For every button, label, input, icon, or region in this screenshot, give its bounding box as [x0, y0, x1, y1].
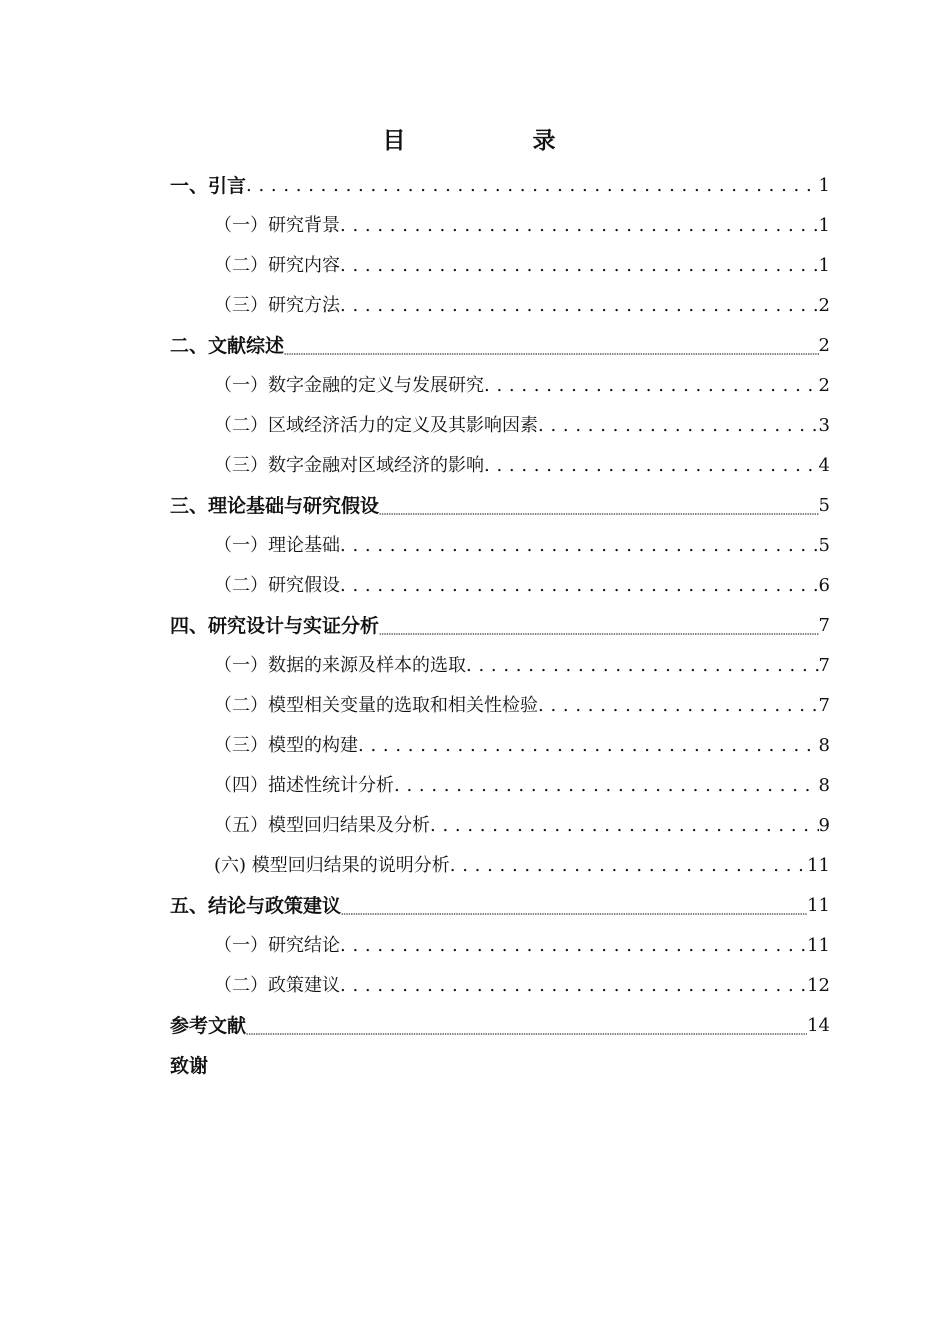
toc-entry[interactable]: [170, 846, 830, 886]
toc-entry-page: 14: [807, 1015, 830, 1036]
toc-entry-label: (六) 模型回归结果的说明分析: [214, 855, 450, 876]
toc-entry-page: 4: [818, 455, 830, 476]
toc-entry[interactable]: [170, 886, 830, 926]
toc-entry-page: 7: [818, 695, 830, 716]
toc-entry-leader: [538, 686, 819, 726]
toc-entry-label: 五、结论与政策建议: [170, 895, 342, 917]
toc-entry-label: 一、引言: [170, 175, 247, 197]
toc-entry-leader: [484, 366, 819, 406]
toc-entry-page: 11: [807, 855, 830, 876]
toc-list: [170, 166, 830, 1086]
toc-entry-leader: [340, 206, 819, 246]
toc-entry-leader: [340, 246, 819, 286]
toc-entry-label: （一）数字金融的定义与发展研究: [214, 375, 484, 396]
toc-entry-page: 12: [807, 975, 830, 996]
toc-entry[interactable]: [170, 406, 830, 446]
toc-entry[interactable]: [170, 446, 830, 486]
toc-entry-page: 11: [807, 895, 830, 916]
toc-entry-page: 1: [818, 175, 830, 196]
toc-entry-leader: [340, 966, 807, 1006]
toc-entry[interactable]: [170, 1006, 830, 1046]
toc-entry-label: 致谢: [170, 1055, 209, 1077]
toc-entry-label: （二）政策建议: [214, 975, 340, 996]
toc-entry-page: 1: [818, 215, 830, 236]
toc-entry[interactable]: [170, 686, 830, 726]
toc-entry-leader: [340, 566, 819, 606]
toc-entry-page: 1: [818, 255, 830, 276]
toc-entry-page: 5: [818, 535, 830, 556]
toc-entry-label: （一）研究背景: [214, 215, 340, 236]
toc-entry-page: 2: [818, 375, 830, 396]
toc-entry-page: 8: [818, 735, 830, 756]
toc-entry[interactable]: [170, 566, 830, 606]
toc-entry-label: 二、文献综述: [170, 335, 285, 357]
toc-entry-label: （五）模型回归结果及分析: [214, 815, 430, 836]
toc-entry-label: 四、研究设计与实证分析: [170, 615, 380, 637]
toc-entry-page: 7: [818, 615, 830, 636]
toc-entry-page: 3: [818, 415, 830, 436]
toc-entry-label: （一）数据的来源及样本的选取: [214, 655, 466, 676]
toc-entry-label: （二）区域经济活力的定义及其影响因素: [214, 415, 538, 436]
toc-entry-label: （三）数字金融对区域经济的影响: [214, 455, 484, 476]
toc-entry-page: 11: [807, 935, 830, 956]
toc-entry-label: （二）研究假设: [214, 575, 340, 596]
toc-entry-label: 三、理论基础与研究假设: [170, 495, 380, 517]
toc-entry[interactable]: [170, 606, 830, 646]
toc-entry-leader: [340, 526, 819, 566]
toc-entry[interactable]: [170, 166, 830, 206]
toc-entry[interactable]: [170, 726, 830, 766]
toc-entry-label: 参考文献: [170, 1015, 247, 1037]
toc-entry[interactable]: [170, 246, 830, 286]
toc-entry-leader: [341, 886, 807, 926]
toc-title: 目 录: [382, 128, 608, 154]
toc-entry-label: （三）模型的构建: [214, 735, 358, 756]
toc-entry-label: （一）理论基础: [214, 535, 340, 556]
toc-entry-leader: [340, 926, 807, 966]
toc-entry-leader: [340, 286, 819, 326]
toc-entry-label: （一）研究结论: [214, 935, 340, 956]
toc-entry-page: 2: [818, 295, 830, 316]
toc-entry[interactable]: [170, 366, 830, 406]
toc-entry-leader: [394, 766, 819, 806]
toc-entry-leader: [538, 406, 819, 446]
toc-entry-leader: [430, 806, 819, 846]
toc-entry-label: （三）研究方法: [214, 295, 340, 316]
toc-entry-leader: [484, 446, 819, 486]
toc-entry-leader: [379, 606, 819, 646]
toc-entry[interactable]: [170, 1046, 830, 1086]
toc-entry-page: 2: [818, 335, 830, 356]
toc-entry-leader: [246, 1006, 807, 1046]
toc-entry-page: 6: [818, 575, 830, 596]
toc-entry-leader: [379, 486, 819, 526]
toc-entry[interactable]: [170, 526, 830, 566]
toc-entry-leader: [466, 646, 819, 686]
toc-entry[interactable]: [170, 486, 830, 526]
toc-entry-page: 8: [818, 775, 830, 796]
toc-entry[interactable]: [170, 966, 830, 1006]
toc-entry[interactable]: [170, 286, 830, 326]
toc-entry[interactable]: [170, 926, 830, 966]
toc-entry-leader: [284, 326, 819, 366]
toc-entry[interactable]: [170, 806, 830, 846]
toc-entry-page: 7: [818, 655, 830, 676]
toc-entry-leader: [358, 726, 819, 766]
toc-entry[interactable]: [170, 766, 830, 806]
toc-entry-leader: [246, 166, 819, 206]
toc-entry[interactable]: [170, 326, 830, 366]
toc-entry-label: （二）模型相关变量的选取和相关性检验: [214, 695, 538, 716]
toc-entry-page: 9: [818, 815, 830, 836]
toc-entry-page: 5: [818, 495, 830, 516]
toc-entry-label: （四）描述性统计分析: [214, 775, 394, 796]
toc-entry-label: （二）研究内容: [214, 255, 340, 276]
toc-entry[interactable]: [170, 646, 830, 686]
toc-entry[interactable]: [170, 206, 830, 246]
toc-entry-leader: [450, 846, 807, 886]
